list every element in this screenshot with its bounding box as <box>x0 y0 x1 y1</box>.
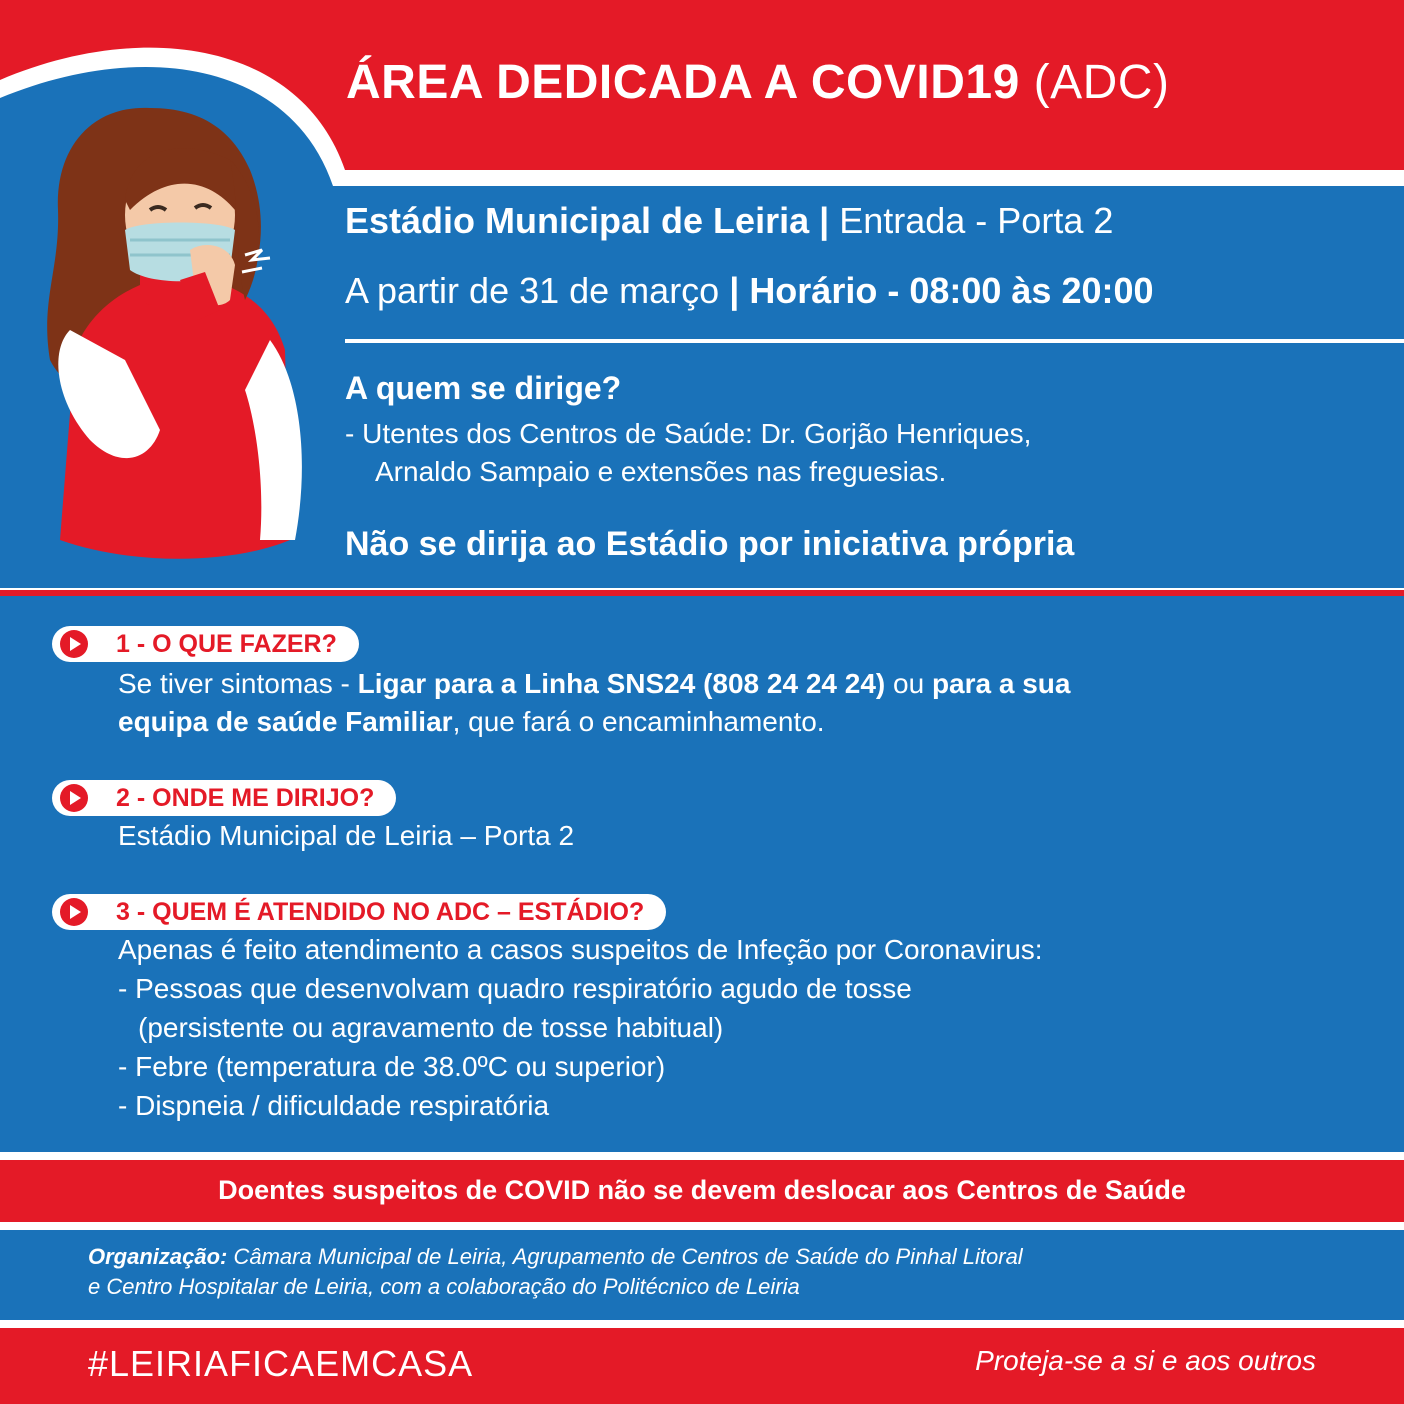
step-1-text: equipa de saúde Familiar, que fará o encaminhamento. <box>118 706 825 737</box>
step-3-text: - Pessoas que desenvolvam quadro respiratório agudo de tosse <box>118 973 912 1004</box>
venue-line: Estádio Municipal de Leiria | Entrada - Porta 2 <box>345 200 1114 241</box>
hashtag: #LEIRIAFICAEMCASA <box>88 1343 474 1384</box>
audience-warning: Não se dirija ao Estádio por iniciativa própria <box>345 525 1075 563</box>
step-2-label: 2 - ONDE ME DIRIJO? <box>52 780 396 816</box>
woman-coughing-illustration <box>30 100 320 570</box>
step-3-text: Apenas é feito atendimento a casos suspeitos de Infeção por Coronavirus: <box>118 934 1043 965</box>
play-icon <box>60 898 88 926</box>
page-title: ÁREA DEDICADA A COVID19 (ADC) <box>346 56 1170 109</box>
play-icon <box>60 784 88 812</box>
step-3-text: - Dispneia / dificuldade respiratória <box>118 1090 550 1121</box>
step-1-label: 1 - O QUE FAZER? <box>52 626 359 662</box>
warning-banner-text: Doentes suspeitos de COVID não se devem deslocar aos Centros de Saúde <box>218 1175 1186 1205</box>
date-schedule-line: A partir de 31 de março | Horário - 08:00 às 20:00 <box>345 270 1154 311</box>
audience-line: - Utentes dos Centros de Saúde: Dr. Gorjão Henriques, <box>345 418 1032 449</box>
divider <box>345 339 1404 343</box>
audience-line: Arnaldo Sampaio e extensões nas freguesias. <box>375 456 947 487</box>
step-3-text: (persistente ou agravamento de tosse habitual) <box>138 1012 724 1043</box>
step-2-text: Estádio Municipal de Leiria – Porta 2 <box>118 820 575 851</box>
step-3-text: - Febre (temperatura de 38.0ºC ou superior) <box>118 1051 666 1082</box>
play-icon <box>60 630 88 658</box>
organization-text: Organização: Câmara Municipal de Leiria, Agrupamento de Centros de Saúde do Pinhal Litoral e Centro Hospitalar de Leiria, com a colaboração do Politécnico de Leiria <box>88 1244 1023 1299</box>
divider <box>0 1222 1404 1230</box>
divider <box>0 1320 1404 1328</box>
step-1-text: Se tiver sintomas - Ligar para a Linha SNS24 (808 24 24 24) ou para a sua <box>118 668 1071 699</box>
audience-heading: A quem se dirige? <box>345 370 622 406</box>
divider <box>0 1152 1404 1160</box>
slogan: Proteja-se a si e aos outros <box>975 1345 1316 1376</box>
step-3-label: 3 - QUEM É ATENDIDO NO ADC – ESTÁDIO? <box>52 894 666 930</box>
